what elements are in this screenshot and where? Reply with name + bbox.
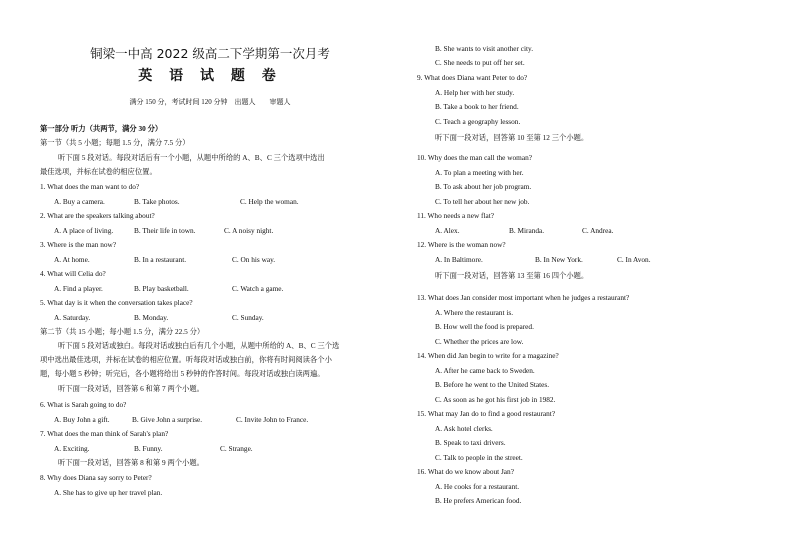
question-11: 11. Who needs a new flat? [417,211,494,220]
question-6: 6. What is Sarah going to do? [40,400,127,409]
option-c: C. Strange. [220,444,253,453]
option-b: B. In New York. [535,255,583,264]
option-c: C. Help the woman. [240,197,299,206]
option-c: C. In Avon. [617,255,651,264]
option-b: B. Speak to taxi drivers. [435,438,506,447]
instruction-text: 听下面一段对话，回答第 6 和第 7 两个小题。 [58,384,204,393]
option-a: A. To plan a meeting with her. [435,168,524,177]
option-c: C. Whether the prices are low. [435,337,524,346]
option-b: B. Before he went to the United States. [435,380,550,389]
instruction-text: 最佳选项，并标在试卷的相应位置。 [40,167,157,176]
option-b: B. Monday. [134,313,169,322]
question-10: 10. Why does the man call the woman? [417,153,532,162]
question-2: 2. What are the speakers talking about? [40,211,155,220]
option-a: A. At home. [54,255,90,264]
instruction-text: 项中选出最佳选项，并标在试卷的相应位置。听每段对话或独白前，你将有时间阅读各个小 [40,355,332,364]
instruction-text: 听下面 5 段对话或独白。每段对话或独白后有几个小题，从题中所给的 A、B、C 三个选 [58,341,340,350]
instruction-text: 听下面一段对话，回答第 10 至第 12 三个小题。 [435,133,589,142]
option-b: B. In a restaurant. [134,255,187,264]
option-b: B. Play basketball. [134,284,189,293]
option-b: B. How well the food is prepared. [435,322,534,331]
section-heading: 第一节（共 5 小题；每题 1.5 分，满分 7.5 分） [40,138,190,147]
exam-title: 铜梁一中高 2022 级高二下学期第一次月考 [90,46,330,61]
option-a: A. Alex. [435,226,460,235]
instruction-text: 听下面一段对话，回答第 8 和第 9 两个小题。 [58,458,204,467]
option-a: A. Find a player. [54,284,103,293]
question-8: 8. Why does Diana say sorry to Peter? [40,473,152,482]
question-14: 14. When did Jan begin to write for a magazine? [417,351,559,360]
option-a: A. Saturday. [54,313,91,322]
exam-meta: 满分 150 分，考试时间 120 分钟 出题人 审题人 [129,98,291,106]
part-heading: 第一部分 听力（共两节，满分 30 分） [40,124,163,133]
section-heading: 第二节（共 15 小题；每小题 1.5 分，满分 22.5 分） [40,327,205,336]
option-c: C. To tell her about her new job. [435,197,530,206]
option-c: C. Sunday. [232,313,264,322]
option-b: B. He prefers American food. [435,496,522,505]
question-4: 4. What will Celia do? [40,269,106,278]
option-a: A. In Baltimore. [435,255,483,264]
exam-subtitle: 英 语 试 题 卷 [138,68,282,84]
question-3: 3. Where is the man now? [40,240,117,249]
option-b: B. She wants to visit another city. [435,44,534,53]
question-9: 9. What does Diana want Peter to do? [417,73,528,82]
option-c: C. As soon as he got his first job in 1982. [435,395,556,404]
option-c: C. Watch a game. [232,284,284,293]
option-b: B. Miranda. [509,226,545,235]
option-c: C. Invite John to France. [236,415,309,424]
option-c: C. Teach a geography lesson. [435,117,521,126]
question-15: 15. What may Jan do to find a good restaurant? [417,409,556,418]
question-7: 7. What does the man think of Sarah's plan? [40,429,169,438]
question-12: 12. Where is the woman now? [417,240,506,249]
instruction-text: 听下面 5 段对话。每段对话后有一个小题，从题中所给的 A、B、C 三个选项中选出 [58,153,325,162]
instruction-text: 听下面一段对话，回答第 13 至第 16 四个小题。 [435,271,589,280]
option-c: C. Andrea. [582,226,614,235]
instruction-text: 题，每小题 5 秒钟；听完后，各小题将给出 5 秒钟的作答时间。每段对话或独白读两遍。 [40,369,325,378]
option-a: A. Buy John a gift. [54,415,110,424]
option-c: C. On his way. [232,255,276,264]
question-5: 5. What day is it when the conversation takes place? [40,298,193,307]
option-c: C. She needs to put off her set. [435,58,525,67]
option-a: A. Ask hotel clerks. [435,424,493,433]
option-a: A. She has to give up her travel plan. [54,488,163,497]
option-a: A. Exciting. [54,444,90,453]
option-b: B. Take a book to her friend. [435,102,519,111]
option-b: B. To ask about her job program. [435,182,532,191]
option-b: B. Take photos. [134,197,180,206]
question-1: 1. What does the man want to do? [40,182,140,191]
option-b: B. Their life in town. [134,226,196,235]
option-c: C. A noisy night. [224,226,274,235]
option-b: B. Funny. [134,444,163,453]
option-a: A. Help her with her study. [435,88,515,97]
option-c: C. Talk to people in the street. [435,453,523,462]
option-a: A. Where the restaurant is. [435,308,514,317]
option-a: A. He cooks for a restaurant. [435,482,520,491]
option-b: B. Give John a surprise. [132,415,203,424]
question-13: 13. What does Jan consider most important when he judges a restaurant? [417,293,630,302]
question-16: 16. What do we know about Jan? [417,467,514,476]
option-a: A. A place of living. [54,226,114,235]
option-a: A. Buy a camera. [54,197,105,206]
option-a: A. After he came back to Sweden. [435,366,535,375]
